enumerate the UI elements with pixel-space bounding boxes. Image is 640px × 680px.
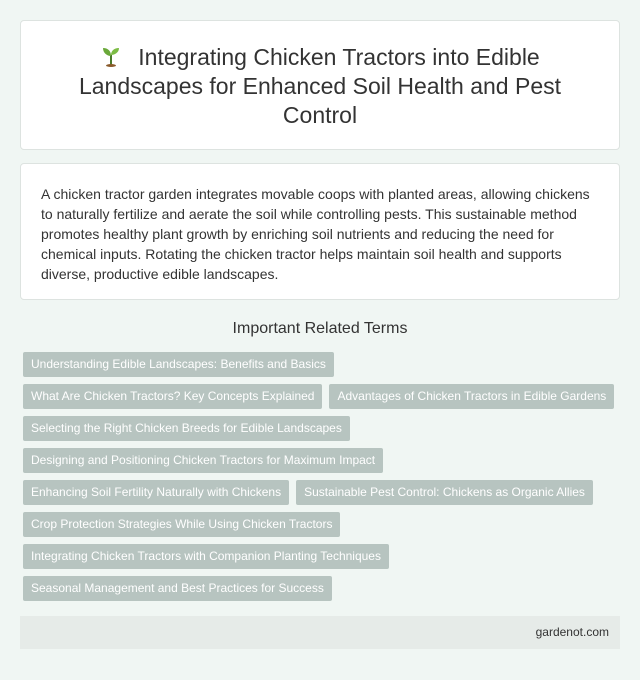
footer-site-link[interactable]: gardenot.com — [535, 625, 609, 639]
title-card — [20, 20, 620, 150]
related-term-tag[interactable]: Sustainable Pest Control: Chickens as Organic Allies — [296, 480, 593, 505]
sprout-icon — [100, 45, 122, 67]
tag-row — [20, 352, 620, 377]
related-term-tag[interactable]: Enhancing Soil Fertility Naturally with Chickens — [23, 480, 289, 505]
related-terms-list — [20, 352, 620, 608]
page-title-text: Integrating Chicken Tractors into Edible Landscapes for Enhanced Soil Health and Pest Control — [78, 44, 562, 128]
intro-text: A chicken tractor garden integrates movable coops with planted areas, allowing chickens to naturally fertilize and aerate the soil while controlling pests. This sustainable method promotes healthy plant growth by enriching soil nutrients and reducing the need for chemical inputs. Rotating the chicken tractor helps maintain soil health and supports diverse, productive edible landscapes. — [41, 186, 590, 282]
related-term-tag[interactable]: Crop Protection Strategies While Using Chicken Tractors — [23, 512, 340, 537]
related-term-tag[interactable]: What Are Chicken Tractors? Key Concepts Explained — [23, 384, 322, 409]
tag-row — [20, 416, 620, 441]
related-term-tag[interactable]: Designing and Positioning Chicken Tractors for Maximum Impact — [23, 448, 383, 473]
related-terms-heading: Important Related Terms — [232, 320, 408, 337]
related-term-tag[interactable]: Seasonal Management and Best Practices for Success — [23, 576, 332, 601]
tag-row — [20, 480, 620, 505]
tag-row — [20, 544, 620, 569]
page-title — [61, 43, 579, 130]
tag-row — [20, 512, 620, 537]
related-term-tag[interactable]: Integrating Chicken Tractors with Companion Planting Techniques — [23, 544, 389, 569]
footer — [20, 616, 620, 649]
tag-row — [20, 576, 620, 601]
related-term-tag[interactable]: Understanding Edible Landscapes: Benefits and Basics — [23, 352, 334, 377]
tag-row — [20, 384, 620, 409]
related-term-tag[interactable]: Advantages of Chicken Tractors in Edible Gardens — [329, 384, 614, 409]
intro-card — [20, 163, 620, 300]
related-term-tag[interactable]: Selecting the Right Chicken Breeds for Edible Landscapes — [23, 416, 350, 441]
tag-row — [20, 448, 620, 473]
